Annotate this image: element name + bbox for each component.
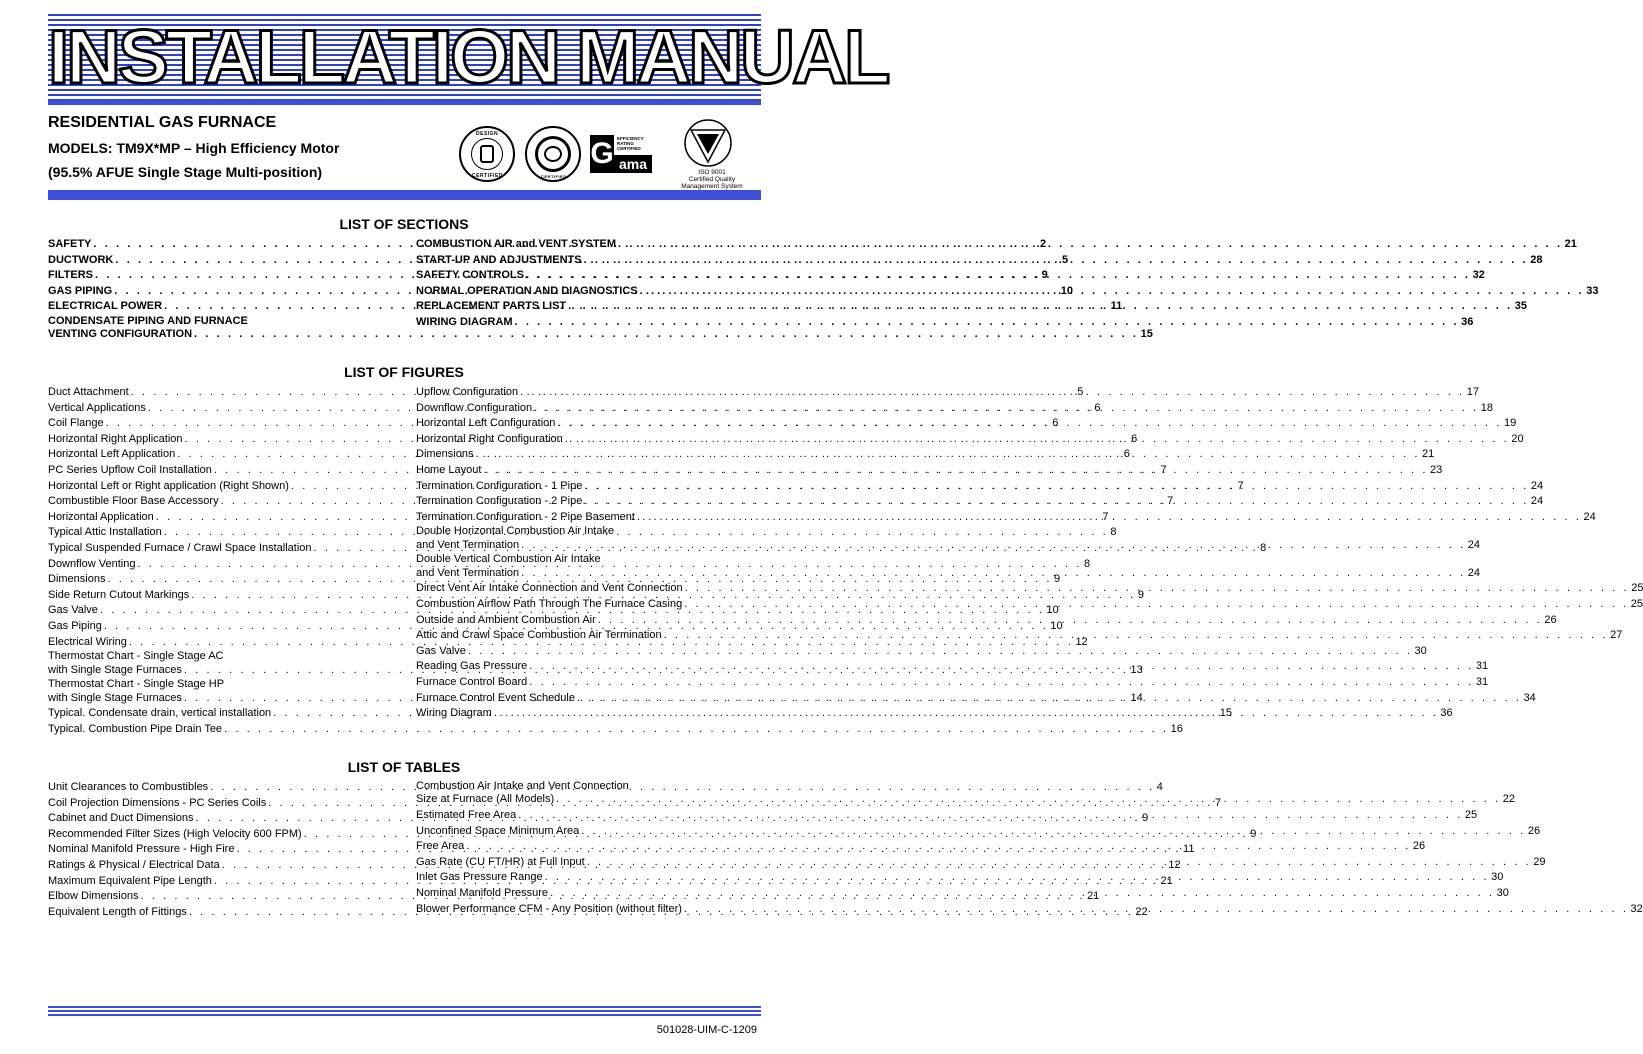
toc-entry[interactable]: Inlet Gas Pressure Range . . . 30 (416, 870, 754, 886)
toc-entry[interactable]: Typical Suspended Furnace / Crawl Space Installation . . . 8 (48, 541, 388, 557)
toc-entry[interactable]: Blower Performance CFM - Any Position (without filter) . . . 32 (416, 902, 754, 918)
toc-entry[interactable]: Typical. Combustion Pipe Drain Tee . . . 16 (48, 722, 388, 738)
toc-entry[interactable]: Horizontal Application . . . 7 (48, 510, 388, 526)
certification-logos (455, 118, 765, 190)
toc-entry[interactable]: Outside and Ambient Combustion Air . . . 26 (416, 613, 754, 629)
design-certified-seal-icon: DESIGN CERTIFIED (459, 126, 515, 182)
toc-entry[interactable]: Gas Valve . . . 10 (48, 603, 388, 619)
toc-entry[interactable]: Upflow Configuration . . . 17 (416, 385, 754, 401)
toc-entry[interactable]: Downflow Venting . . . 8 (48, 557, 388, 573)
footer-rule-3 (48, 1014, 761, 1016)
list-of-sections-heading: LIST OF SECTIONS (339, 216, 469, 232)
toc-entry[interactable]: Wiring Diagram . . . 36 (416, 706, 754, 722)
toc-entry[interactable]: Coil Projection Dimensions - PC Series Coils . . . 7 (48, 796, 388, 812)
gama-logo-icon: G EFFICIENCY RATING CERTIFIED ama (590, 135, 652, 173)
toc-entry[interactable]: Horizontal Right Application . . . 6 (48, 432, 388, 448)
toc-entry[interactable]: Side Return Cutout Markings . . . 9 (48, 588, 388, 604)
toc-entry[interactable]: Horizontal Left Configuration . . . 19 (416, 416, 754, 432)
toc-entry-multiline[interactable]: Double Vertical Combustion Air Intake and Vent Termination . . . 24 (416, 553, 754, 581)
toc-entry-multiline[interactable]: Thermostat Chart - Single Stage HP with Single Stage Furnaces . . . 14 (48, 678, 388, 706)
toc-entry[interactable]: Direct Vent Air Intake Connection and Vent Connection . . . 25 (416, 581, 754, 597)
toc-entry[interactable]: NORMAL OPERATION AND DIAGNOSTICS . . . 33 (416, 284, 754, 300)
toc-entry[interactable]: COMBUSTION AIR and VENT SYSTEM . . . 21 (416, 237, 754, 253)
toc-entry-multiline[interactable]: Combustion Air Intake and Vent Connection Size at Furnace (All Models) . . . 22 (416, 780, 754, 808)
toc-entry[interactable]: Gas Rate (CU FT/HR) at Full Input . . . 29 (416, 855, 754, 871)
toc-entry[interactable]: Unconfined Space Minimum Area . . . 26 (416, 824, 754, 840)
banner (48, 14, 888, 100)
iso-caption: ISO 9001 Certified Quality Management System (681, 169, 743, 190)
toc-entry[interactable]: SAFETY CONTROLS . . . 32 (416, 268, 754, 284)
toc-entry[interactable]: Unit Clearances to Combustibles . . . 4 (48, 780, 388, 796)
header-rule (48, 190, 761, 200)
toc-entry[interactable]: ELECTRICAL POWER . . . 11 (48, 299, 388, 315)
afue-line: (95.5% AFUE Single Stage Multi-position) (48, 164, 323, 180)
footer-rule-1 (48, 1006, 761, 1008)
toc-entry[interactable]: Equivalent Length of Fittings . . . 22 (48, 905, 388, 921)
toc-entry[interactable]: Furnace Control Event Schedule . . . 34 (416, 691, 754, 707)
toc-entry[interactable]: SAFETY . . . 2 (48, 237, 388, 253)
footer-rule-2 (48, 1010, 761, 1012)
toc-entry[interactable]: Dimensions . . . 9 (48, 572, 388, 588)
toc-entry[interactable]: Coil Flange . . . 6 (48, 416, 388, 432)
toc-entry[interactable]: Horizontal Right Configuration . . . 20 (416, 432, 754, 448)
toc-entry[interactable]: DUCTWORK . . . 5 (48, 253, 388, 269)
toc-entry[interactable]: Horizontal Left Application . . . 6 (48, 447, 388, 463)
toc-entry[interactable]: Gas Valve . . . 30 (416, 644, 754, 660)
toc-entry-multiline[interactable]: Double Horizontal Combustion Air Intake and Vent Termination . . . 24 (416, 525, 754, 553)
toc-entry[interactable]: Home Layout . . . 23 (416, 463, 754, 479)
toc-entry[interactable]: Typical Attic Installation . . . 8 (48, 525, 388, 541)
csa-certified-seal-icon: CERTIFIED (525, 126, 581, 182)
list-of-tables-heading: LIST OF TABLES (347, 759, 461, 775)
toc-entry[interactable]: Ratings & Physical / Electrical Data . . . 12 (48, 858, 388, 874)
toc-entry[interactable]: REPLACEMENT PARTS LIST . . . 35 (416, 299, 754, 315)
toc-entry[interactable]: Combustion Airflow Path Through The Furnace Casing . . . 25 (416, 597, 754, 613)
toc-entry[interactable]: Downflow Configuration . . . 18 (416, 401, 754, 417)
toc-entry-multiline[interactable]: Thermostat Chart - Single Stage AC with Single Stage Furnaces . . . 13 (48, 650, 388, 678)
toc-entry[interactable]: Nominal Manifold Pressure - High Fire . . . 11 (48, 842, 388, 858)
iso-9001-logo-icon (683, 118, 733, 168)
toc-entry[interactable]: Attic and Crawl Space Combustion Air Termination . . . 27 (416, 628, 754, 644)
toc-entry[interactable]: GAS PIPING . . . 10 (48, 284, 388, 300)
toc-entry[interactable]: START-UP AND ADJUSTMENTS . . . 28 (416, 253, 754, 269)
toc-entry[interactable]: Maximum Equivalent Pipe Length . . . 21 (48, 874, 388, 890)
toc-entry[interactable]: Recommended Filter Sizes (High Velocity 600 FPM) . . . 9 (48, 827, 388, 843)
toc-entry[interactable]: Electrical Wiring . . . 12 (48, 635, 388, 651)
toc-entry[interactable]: WIRING DIAGRAM . . . 36 (416, 315, 754, 331)
models-line: MODELS: TM9X*MP – High Efficiency Motor (48, 140, 340, 156)
toc-entry[interactable]: Duct Attachment . . . 5 (48, 385, 388, 401)
toc-entry[interactable]: Typical. Condensate drain, vertical installation . . . 15 (48, 706, 388, 722)
document-number: 501028-UIM-C-1209 (656, 1024, 757, 1036)
toc-entry[interactable]: Free Area . . . 26 (416, 839, 754, 855)
toc-entry[interactable]: Termination Configuration - 2 Pipe . . . 24 (416, 494, 754, 510)
toc-entry[interactable]: Termination Configuration - 2 Pipe Basement . . . 24 (416, 510, 754, 526)
toc-entry[interactable]: FILTERS . . . 9 (48, 268, 388, 284)
toc-entry[interactable]: Reading Gas Pressure . . . 31 (416, 659, 754, 675)
toc-entry[interactable]: Elbow Dimensions . . . 21 (48, 889, 388, 905)
document-title: RESIDENTIAL GAS FURNACE (48, 114, 277, 131)
toc-entry[interactable]: Combustible Floor Base Accessory . . . 7 (48, 494, 388, 510)
toc-entry[interactable]: Vertical Applications . . . 6 (48, 401, 388, 417)
toc-entry[interactable]: Gas Piping . . . 10 (48, 619, 388, 635)
toc-entry-multiline[interactable]: CONDENSATE PIPING AND FURNACE VENTING CONFIGURATION . . . 15 (48, 315, 388, 343)
banner-title: INSTALLATION MANUAL (48, 15, 888, 100)
toc-entry[interactable]: Estimated Free Area . . . 25 (416, 808, 754, 824)
toc-entry[interactable]: Cabinet and Duct Dimensions . . . 9 (48, 811, 388, 827)
toc-entry[interactable]: Nominal Manifold Pressure . . . 30 (416, 886, 754, 902)
banner-rule (48, 100, 761, 105)
toc-entry[interactable]: Horizontal Left or Right application (Right Shown) . . . 7 (48, 479, 388, 495)
list-of-figures-heading: LIST OF FIGURES (344, 364, 464, 380)
toc-entry[interactable]: Furnace Control Board . . . 31 (416, 675, 754, 691)
toc-entry[interactable]: PC Series Upflow Coil Installation . . . 7 (48, 463, 388, 479)
toc-entry[interactable]: Dimensions . . . 21 (416, 447, 754, 463)
toc-entry[interactable]: Termination Configuration - 1 Pipe . . . 24 (416, 479, 754, 495)
